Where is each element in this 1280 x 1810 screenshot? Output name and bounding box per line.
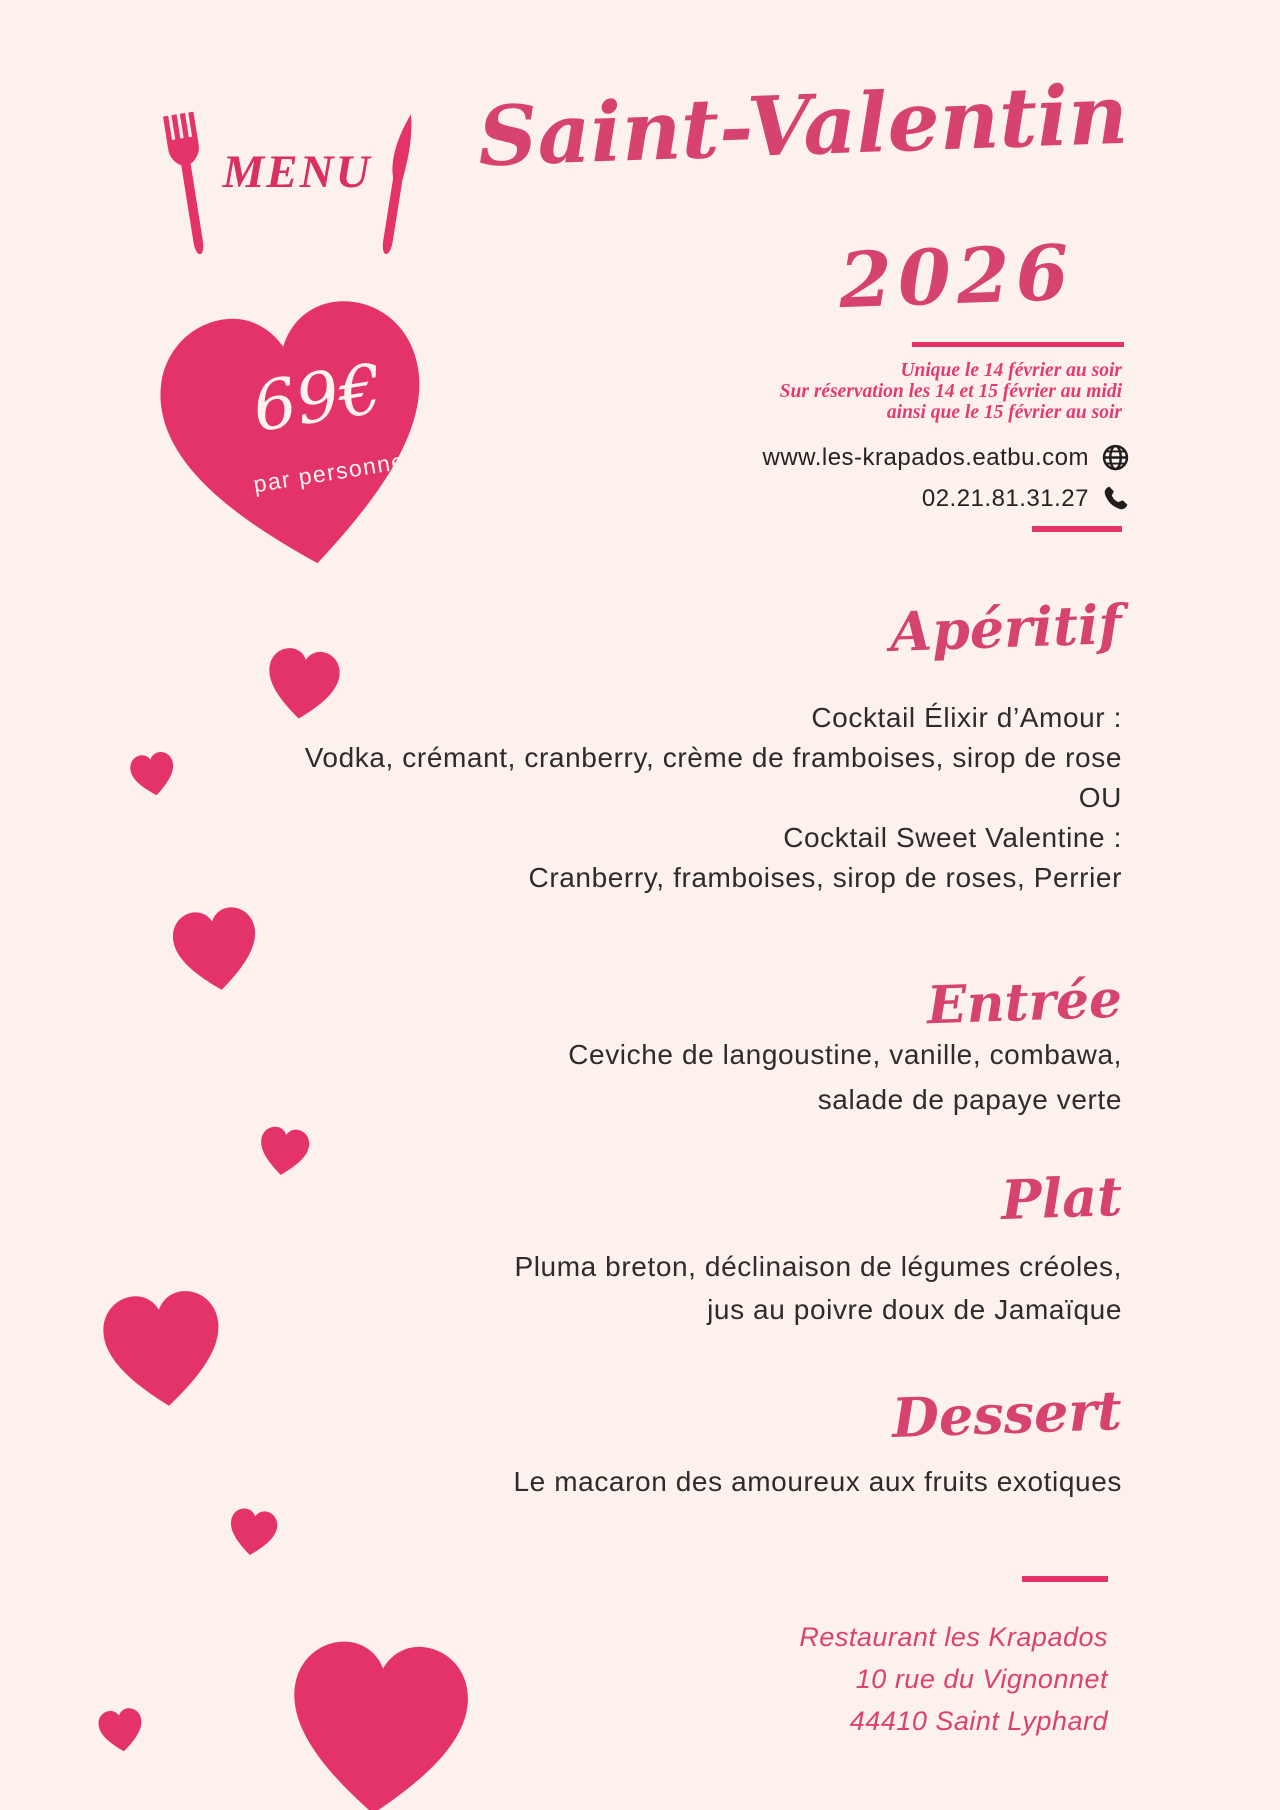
heart-icon [93, 1703, 149, 1757]
heart-icon [253, 1120, 316, 1181]
contact-underline [1032, 526, 1122, 532]
restaurant-name: Restaurant les Krapados [799, 1622, 1108, 1652]
menu-item-line: salade de papaye verte [817, 1084, 1122, 1115]
footer-divider [1022, 1576, 1108, 1582]
availability-line: ainsi que le 15 février au soir [886, 402, 1122, 423]
menu-item-line: Vodka, crémant, cranberry, crème de framboises, sirop de rose [304, 742, 1122, 773]
footer-address-block [799, 1616, 1108, 1742]
menu-item-line: jus au poivre doux de Jamaïque [707, 1294, 1122, 1325]
availability-line: Sur réservation les 14 et 15 février au midi [779, 381, 1122, 402]
phone-link[interactable] [922, 484, 1130, 513]
globe-icon [1101, 443, 1130, 472]
menu-item-line: Cranberry, framboises, sirop de roses, Perrier [528, 862, 1122, 893]
availability-note [780, 360, 1122, 423]
heart-icon [90, 1277, 237, 1419]
price-content [125, 266, 469, 602]
year-underline [912, 342, 1124, 347]
address-street: 10 rue du Vignonnet [855, 1664, 1108, 1694]
price-value: 69€ [247, 349, 389, 448]
section-heading-aperitif: Apéritif [889, 591, 1124, 665]
menu-item-line: Cocktail Élixir d’Amour : [811, 702, 1122, 733]
address-city: 44410 Saint Lyphard [849, 1706, 1108, 1736]
menu-item-line: Pluma breton, déclinaison de légumes créoles, [514, 1251, 1122, 1282]
menu-item-line: Ceviche de langoustine, vanille, combawa, [568, 1039, 1122, 1070]
price-per-person-label: par personne [251, 447, 408, 498]
section-plat-items [514, 1245, 1122, 1331]
heart-icon [223, 1502, 284, 1561]
menu-item-line: Cocktail Sweet Valentine : [783, 822, 1122, 853]
section-heading-plat: Plat [999, 1163, 1124, 1233]
menu-item-line: Le macaron des amoureux aux fruits exotiques [513, 1466, 1122, 1497]
website-link[interactable] [763, 443, 1130, 472]
section-heading-dessert: Dessert [891, 1378, 1124, 1450]
heart-icon [124, 746, 182, 802]
page-title-year: 2026 [837, 227, 1077, 326]
heart-icon [162, 897, 270, 1001]
heart-icon [271, 1623, 486, 1810]
price-badge [125, 266, 469, 602]
phone-icon [1101, 484, 1130, 513]
section-entree-items [568, 1032, 1122, 1122]
menu-item-line: OU [1078, 782, 1122, 813]
menu-logo [160, 105, 430, 260]
section-dessert-items [514, 1462, 1123, 1502]
website-url: www.les-krapados.eatbu.com [762, 443, 1089, 471]
menu-logo-label: MENU [222, 146, 372, 198]
section-heading-entree: Entrée [925, 968, 1124, 1037]
availability-line: Unique le 14 février au soir [900, 360, 1122, 381]
page-title: Saint-Valentin [476, 66, 1130, 186]
section-aperitif-items [305, 698, 1122, 898]
phone-number: 02.21.81.31.27 [921, 484, 1089, 512]
